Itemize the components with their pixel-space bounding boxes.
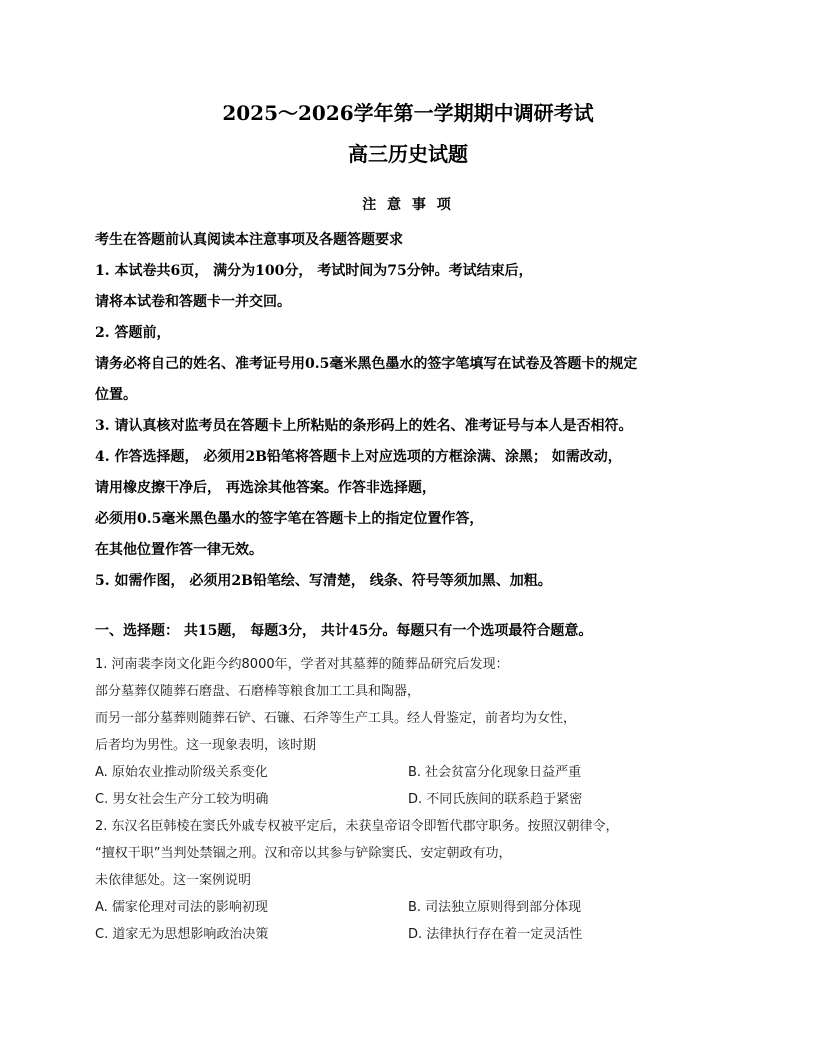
notice-line: 请用橡皮擦干净后， 再选涂其他答案。作答非选择题， (95, 480, 436, 496)
exam-title: 2025～2026学年第一学期期中调研考试 (222, 101, 594, 125)
notice-intro: 考生在答题前认真阅读本注意事项及各题答题要求 (95, 232, 403, 248)
question-stem: 而另一部分墓葬则随葬石铲、石镰、石斧等生产工具。经人骨鉴定，前者均为女性， (95, 711, 577, 726)
option-b: B. 社会贫富分化现象日益严重 (408, 765, 582, 780)
section-heading: 一、选择题： 共15题， 每题3分， 共计45分。每题只有一个选项最符合题意。 (95, 623, 593, 639)
question-stem: “擅权干职”当判处禁锢之刑。汉和帝以其参与铲除窦氏、安定朝政有功， (95, 846, 512, 861)
notice-line: 请务必将自己的姓名、准考证号用0.5毫米黑色墨水的签字笔填写在试卷及答题卡的规定 (95, 356, 638, 372)
notice-line: 位置。 (95, 387, 137, 403)
notice-line: 请将本试卷和答题卡一并交回。 (95, 294, 291, 310)
option-b: B. 司法独立原则得到部分体现 (408, 900, 582, 915)
exam-subject-title: 高三历史试题 (348, 142, 468, 166)
notice-line: 在其他位置作答一律无效。 (95, 542, 263, 558)
notice-line: 5. 如需作图， 必须用2B铅笔绘、写清楚， 线条、符号等须加黑、加粗。 (95, 573, 552, 589)
question-stem: 未依律惩处。这一案例说明 (95, 873, 252, 888)
question-stem: 部分墓葬仅随葬石磨盘、石磨棒等粮食加工工具和陶器， (95, 684, 421, 699)
option-d: D. 法律执行存在着一定灵活性 (408, 927, 583, 942)
question-stem: 后者均为男性。这一现象表明，该时期 (95, 738, 317, 753)
option-a: A. 儒家伦理对司法的影响初现 (95, 900, 268, 915)
option-d: D. 不同氏族间的联系趋于紧密 (408, 792, 583, 807)
notice-line: 2. 答题前， (95, 325, 171, 341)
question-stem: 2. 东汉名臣韩棱在窦氏外戚专权被平定后，未获皇帝诏令即暂代郡守职务。按照汉朝律令， (95, 819, 619, 834)
notice-line: 必须用0.5毫米黑色墨水的签字笔在答题卡上的指定位置作答， (95, 511, 484, 527)
question-stem: 1. 河南裴李岗文化距今约8000年，学者对其墓葬的随葬品研究后发现： (95, 657, 509, 672)
notice-heading: 注 意 事 项 (362, 197, 454, 213)
notice-line: 4. 作答选择题， 必须用2B铅笔将答题卡上对应选项的方框涂满、涂黑； 如需改动， (95, 449, 622, 465)
notice-line: 3. 请认真核对监考员在答题卡上所粘贴的条形码上的姓名、准考证号与本人是否相符。 (95, 418, 633, 434)
option-c: C. 道家无为思想影响政治决策 (95, 927, 269, 942)
option-a: A. 原始农业推动阶级关系变化 (95, 765, 268, 780)
option-c: C. 男女社会生产分工较为明确 (95, 792, 269, 807)
notice-line: 1. 本试卷共6页， 满分为100分， 考试时间为75分钟。考试结束后， (95, 263, 533, 279)
